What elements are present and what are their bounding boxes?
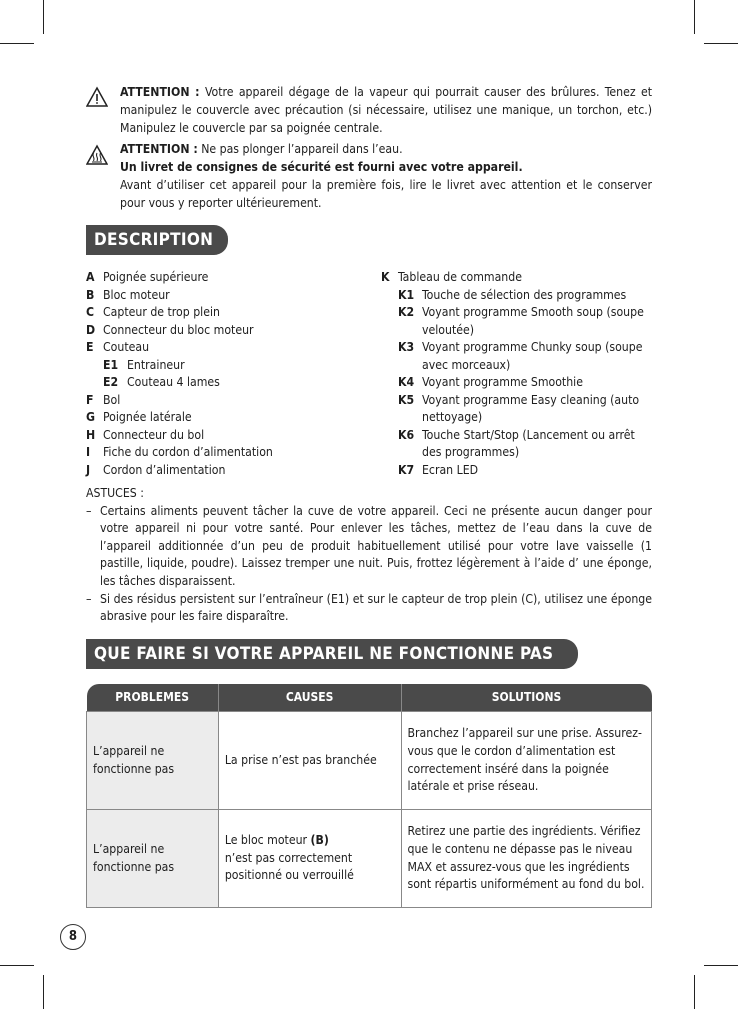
warning-text: Ne pas plonger l’appareil dans l’eau. <box>201 142 403 156</box>
troubleshoot-heading: QUE FAIRE SI VOTRE APPAREIL NE FONCTIONNE PAS <box>86 639 578 669</box>
warning-bold-text: Un livret de consignes de sécurité est fourni avec votre appareil. <box>120 160 523 174</box>
description-item <box>86 269 376 287</box>
description-heading: DESCRIPTION <box>86 225 228 255</box>
description-text: Touche de sélection des programmes <box>422 287 627 302</box>
cause-cell: La prise n’est pas branchée <box>218 712 401 810</box>
tip-dash: – <box>86 503 92 518</box>
description-item <box>381 392 652 427</box>
description-item <box>86 392 376 410</box>
warning-steam <box>86 83 652 137</box>
table-header-row <box>87 684 652 712</box>
crop-mark <box>0 43 34 44</box>
column-header-solutions: SOLUTIONS <box>401 684 652 712</box>
tip-text: Si des résidus persistent sur l’entraîneur (E1) et sur le capteur de trop plein (C), utilisez une éponge abrasive pour les faire disparaître. <box>100 591 652 624</box>
description-item <box>381 269 652 287</box>
description-letter: K <box>381 270 390 284</box>
description-letter: K6 <box>398 427 415 442</box>
description-item <box>86 374 376 392</box>
description-text: Couteau <box>103 340 150 354</box>
description-letter: K5 <box>398 392 415 407</box>
troubleshoot-table <box>86 684 652 908</box>
tip-item <box>86 591 652 626</box>
description-list-right <box>381 269 652 479</box>
crop-mark <box>704 43 738 44</box>
description-item <box>381 304 652 339</box>
description-text: Tableau de commande <box>398 270 522 284</box>
crop-mark <box>694 0 695 34</box>
cause-rest-text: n’est pas correctement positionné ou verrouillé <box>224 850 354 883</box>
description-item <box>381 462 652 480</box>
description-letter: E2 <box>103 375 119 389</box>
description-list-left <box>86 269 376 479</box>
description-letter: H <box>86 427 96 442</box>
description-item <box>86 409 376 427</box>
description-item <box>381 374 652 392</box>
description-letter: C <box>86 305 95 319</box>
description-item <box>381 287 652 305</box>
description-letter: K4 <box>398 375 415 389</box>
warning-label: ATTENTION : <box>120 142 198 156</box>
description-letter: G <box>86 410 95 424</box>
crop-mark <box>43 975 44 1009</box>
description-letter: F <box>86 392 94 407</box>
table-row <box>87 712 652 810</box>
description-letter: A <box>86 270 95 284</box>
tips-section <box>86 485 652 626</box>
description-item <box>86 339 376 357</box>
description-letter: B <box>86 287 95 302</box>
description-item <box>86 444 376 462</box>
description-text: Voyant programme Smooth soup (soupe veloutée) <box>422 305 644 337</box>
cause-bold-text: (B) <box>310 833 329 848</box>
crop-mark <box>0 965 34 966</box>
description-text: Cordon d’alimentation <box>103 462 226 477</box>
column-header-problems: PROBLEMES <box>87 684 219 712</box>
description-item <box>86 462 376 480</box>
description-text: Bol <box>103 392 121 407</box>
description-text: Capteur de trop plein <box>103 305 220 319</box>
description-text: Voyant programme Chunky soup (soupe avec morceaux) <box>422 340 643 372</box>
description-text: Poignée supérieure <box>103 270 209 284</box>
warning-triangle-icon <box>86 86 108 108</box>
description-text: Touche Start/Stop (Lancement ou arrêt des programmes) <box>422 427 635 459</box>
description-letter: K2 <box>398 305 415 319</box>
description-text: Couteau 4 lames <box>127 375 220 389</box>
tips-heading: ASTUCES : <box>86 486 144 500</box>
description-text: Bloc moteur <box>103 287 170 302</box>
warning-text: Votre appareil dégage de la vapeur qui pourrait causer des brûlures. Tenez et manipulez le couvercle avec précaution (si nécessaire, utilisez une manique, un torchon, etc.) Manipulez le couvercle par sa poignée centrale. <box>120 85 653 135</box>
column-header-causes: CAUSES <box>218 684 401 712</box>
page-number: 8 <box>60 924 86 950</box>
description-letter: D <box>86 322 96 337</box>
problem-cell: L’appareil ne fonctionne pas <box>87 712 219 810</box>
solution-cell: Retirez une partie des ingrédients. Vérifiez que le contenu ne dépasse pas le niveau MAX et assurez-vous que les ingrédients sont répartis uniformément au fond du bol. <box>401 810 652 908</box>
description-text: Voyant programme Smoothie <box>422 375 583 389</box>
description-item <box>86 304 376 322</box>
description-item <box>381 427 652 462</box>
problem-cell: L’appareil ne fonctionne pas <box>87 810 219 908</box>
cause-text: Le bloc moteur <box>224 833 308 848</box>
description-item <box>381 339 652 374</box>
crop-mark <box>694 975 695 1009</box>
crop-mark <box>43 0 44 34</box>
warning-water <box>86 140 652 212</box>
description-letter: I <box>86 445 91 459</box>
description-item <box>86 287 376 305</box>
description-item <box>86 427 376 445</box>
warning-rest-text: Avant d’utiliser cet appareil pour la première fois, lire le livret avec attention et le conserver pour vous y reporter ultérieurement. <box>120 178 652 210</box>
description-text: Fiche du cordon d’alimentation <box>103 445 273 459</box>
description-letter: E <box>86 340 94 354</box>
description-text: Voyant programme Easy cleaning (auto nettoyage) <box>422 392 640 424</box>
solution-cell: Branchez l’appareil sur une prise. Assurez-vous que le cordon d’alimentation est correctement inséré dans la poignée latérale et prise réseau. <box>401 712 652 810</box>
table-row <box>87 810 652 908</box>
description-letter: K1 <box>398 287 415 302</box>
description-text: Connecteur du bol <box>103 427 205 442</box>
description-text: Poignée latérale <box>103 410 192 424</box>
crop-mark <box>704 965 738 966</box>
description-item <box>86 322 376 340</box>
hot-surface-icon <box>86 144 108 166</box>
cause-cell <box>218 810 401 908</box>
description-letter: E1 <box>103 357 119 372</box>
description-letter: K3 <box>398 340 415 354</box>
tip-text: Certains aliments peuvent tâcher la cuve de votre appareil. Ceci ne présente aucun danger pour votre appareil ni pour votre santé. Pour enlever les tâches, mettez de l’eau dans la cuve de l’appareil additionnée d’un peu de produit habituellement utilisé pour votre lave vaisselle (1 pastille, liquide, poudre). Laissez tremper une nuit. Puis, frottez légèrement à l’aide d’ une éponge, les tâches disparaissent. <box>100 503 652 588</box>
description-text: Ecran LED <box>422 462 479 477</box>
description-text: Connecteur du bloc moteur <box>103 322 254 337</box>
description-letter: J <box>86 462 91 477</box>
description-letter: K7 <box>398 462 415 477</box>
description-item <box>86 357 376 375</box>
tip-item <box>86 503 652 591</box>
warning-label: ATTENTION : <box>120 85 200 99</box>
tip-dash: – <box>86 591 92 606</box>
description-text: Entraineur <box>127 357 185 372</box>
